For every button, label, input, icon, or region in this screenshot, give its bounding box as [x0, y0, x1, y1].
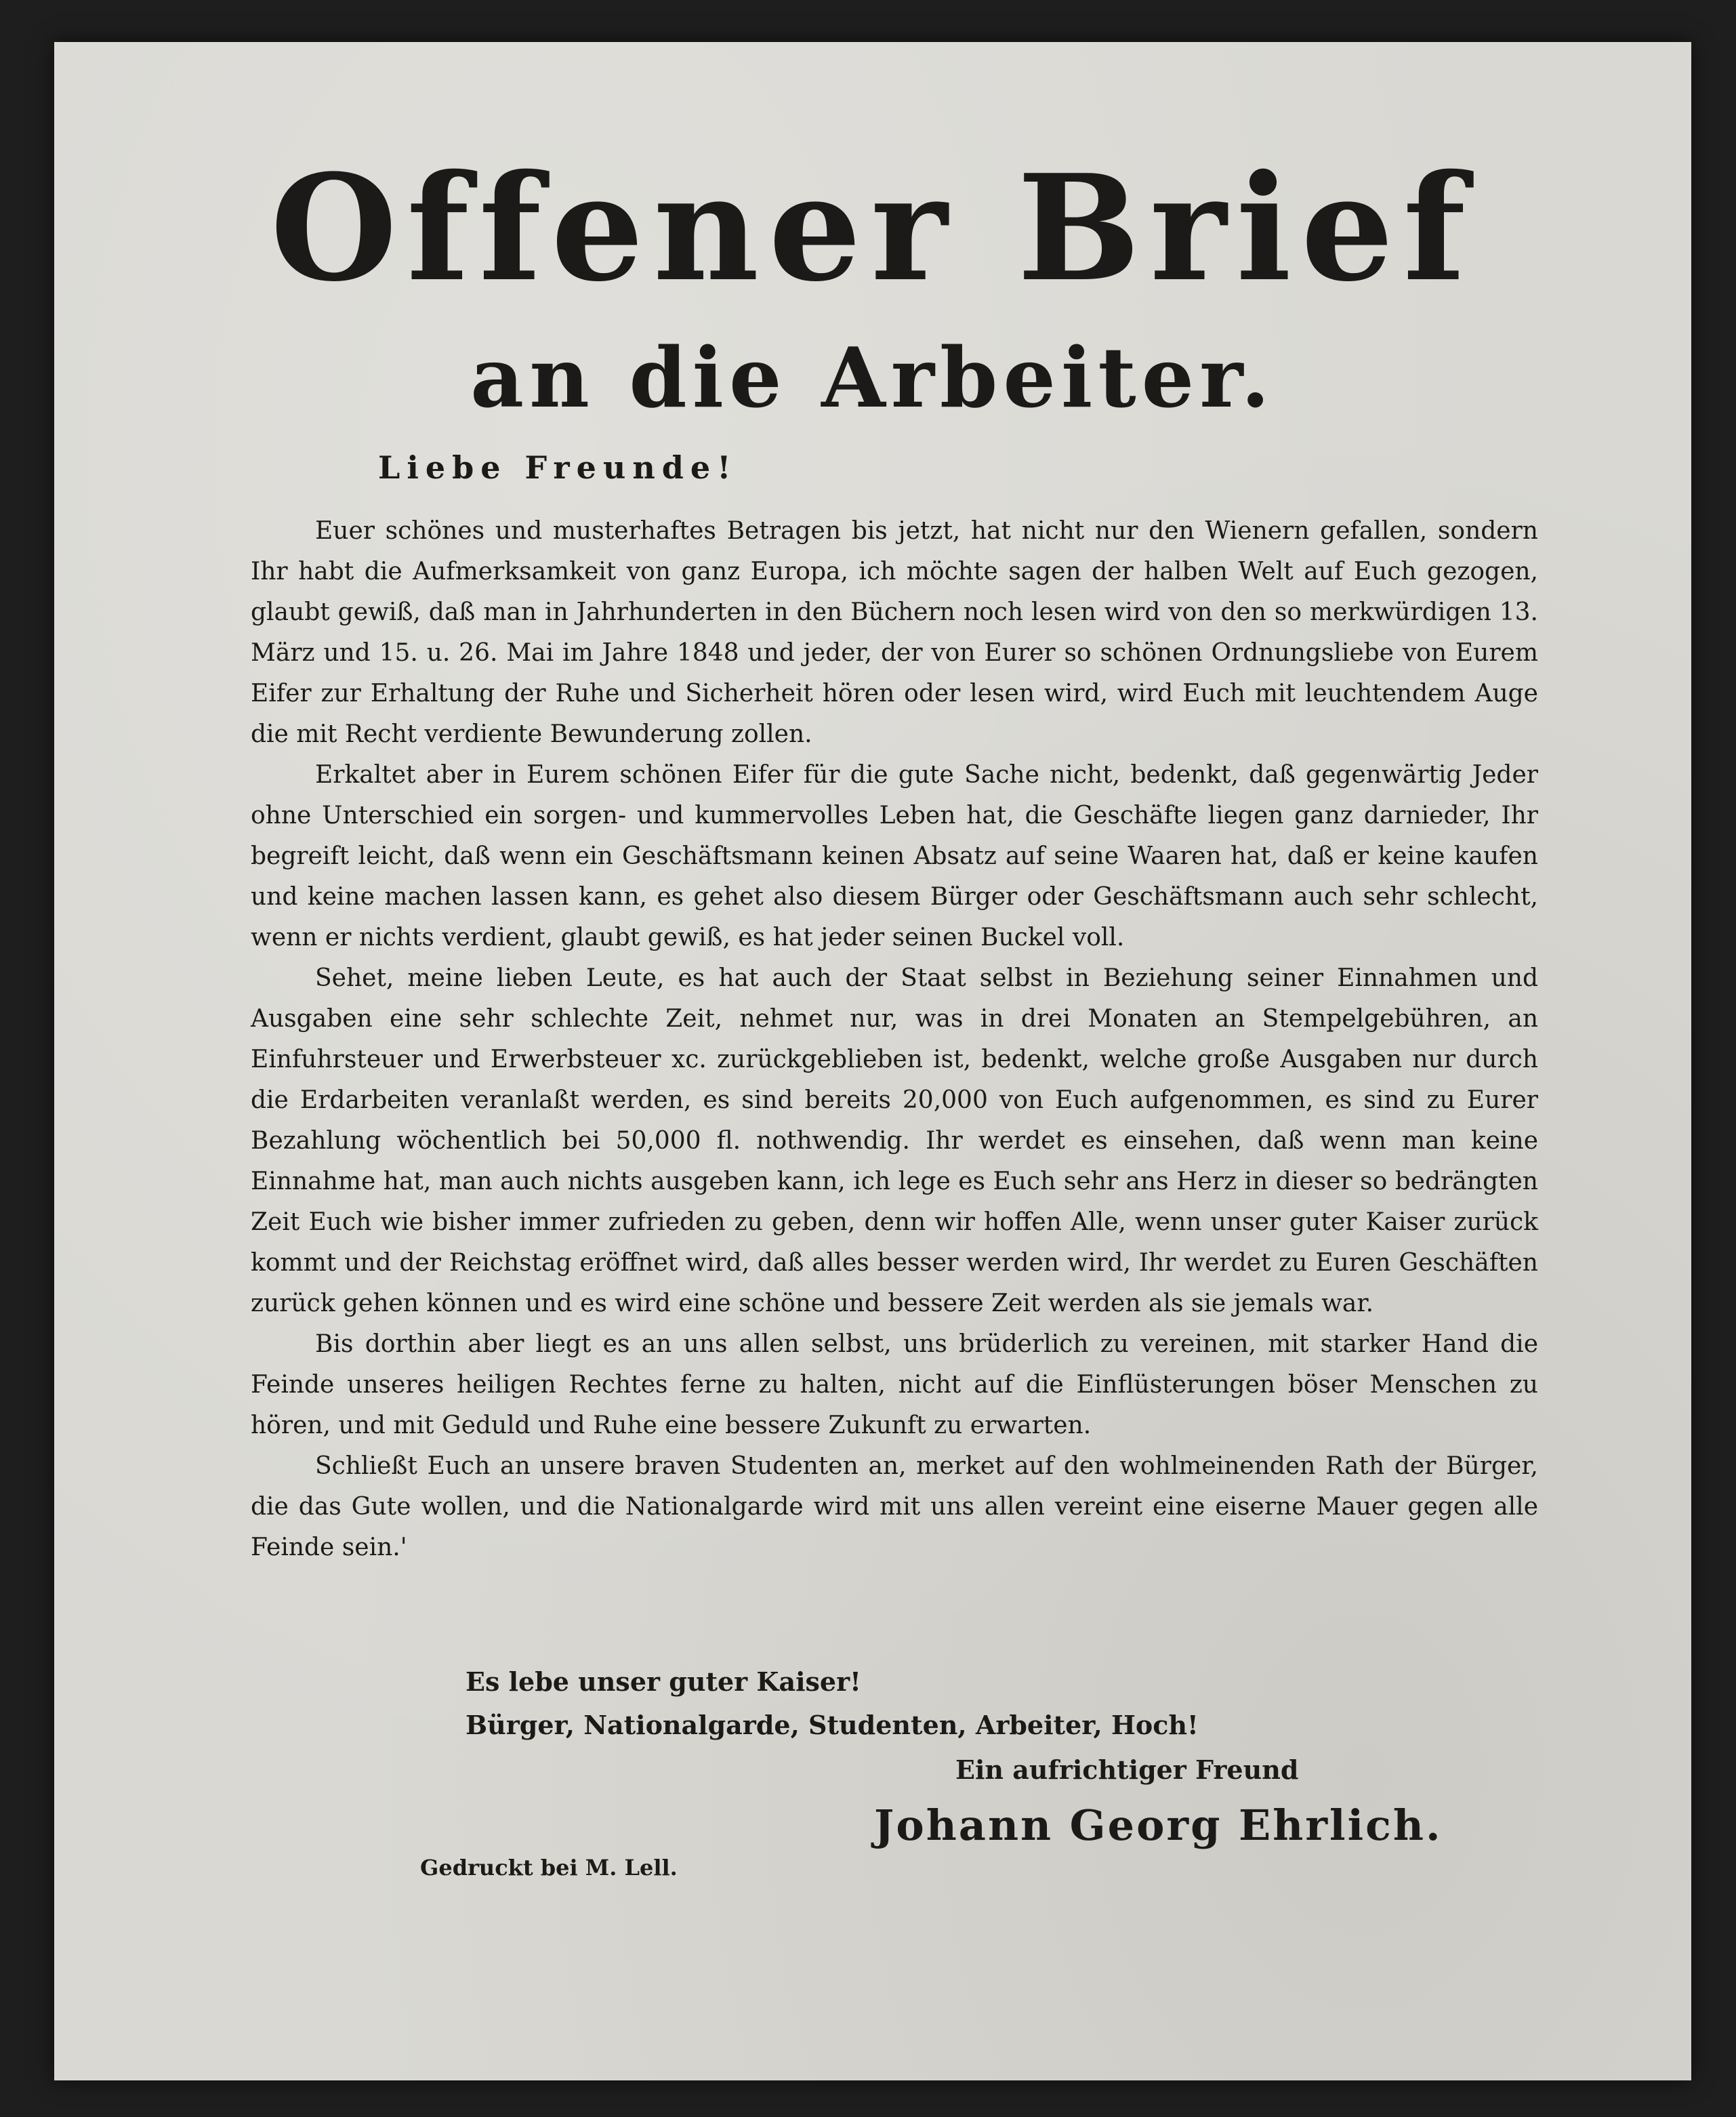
- signature-intro: Ein aufrichtiger Freund: [955, 1754, 1299, 1785]
- closing-line-1: Es lebe unser guter Kaiser!: [466, 1666, 861, 1697]
- paragraph-5: Schließt Euch an unsere braven Studenten an, merket auf den wohlmeinenden Rath der Bürger, die das Gute wollen, und die Nationalgarde wird mit uns allen vereint eine eiserne Mauer gegen alle Feinde sein.': [251, 1452, 1538, 1561]
- closing-line-2: Bürger, Nationalgarde, Studenten, Arbeiter, Hoch!: [466, 1710, 1199, 1740]
- paragraph-2: Erkaltet aber in Eurem schönen Eifer für die gute Sache nicht, bedenkt, daß gegenwärtig Jeder ohne Unterschied ein sorgen- und kummervolles Leben hat, die Geschäfte liegen ganz darnieder, Ihr begreift leicht, daß wenn ein Geschäftsmann keinen Absatz auf seine Waaren hat, daß er keine kaufen und keine machen lassen kann, es gehet also diesem Bürger oder Geschäftsmann auch sehr schlecht, wenn er nichts verdient, glaubt gewiß, es hat jeder seinen Buckel voll.: [251, 761, 1538, 951]
- letter-body: [251, 511, 1538, 1568]
- printer-imprint: Gedruckt bei M. Lell.: [420, 1855, 678, 1880]
- signature-name: Johann Georg Ehrlich.: [874, 1801, 1443, 1850]
- paragraph-1: Euer schönes und musterhaftes Betragen bis jetzt, hat nicht nur den Wienern gefallen, sondern Ihr habt die Aufmerksamkeit von ganz Europa, ich möchte sagen der halben Welt auf Euch gezogen, glaubt gewiß, daß man in Jahrhunderten in den Büchern noch lesen wird von den so merkwürdigen 13. März und 15. u. 26. Mai im Jahre 1848 und jeder, der von Eurer so schönen Ordnungsliebe von Eurem Eifer zur Erhaltung der Ruhe und Sicherheit hören oder lesen wird, wird Euch mit leuchtendem Auge die mit Recht verdiente Bewunderung zollen.: [251, 517, 1538, 748]
- salutation: Liebe Freunde!: [378, 449, 738, 486]
- letter-title: Offener Brief: [270, 142, 1476, 314]
- letter-subtitle: an die Arbeiter.: [470, 329, 1275, 426]
- paragraph-3: Sehet, meine lieben Leute, es hat auch der Staat selbst in Beziehung seiner Einnahmen und Ausgaben eine sehr schlechte Zeit, nehmet nur, was in drei Monaten an Stempelgebühren, an Einfuhrsteuer und Erwerbsteuer xc. zurückgeblieben ist, bedenkt, welche große Ausgaben nur durch die Erdarbeiten veranlaßt werden, es sind bereits 20,000 von Euch aufgenommen, es sind zu Eurer Bezahlung wöchentlich bei 50,000 fl. nothwendig. Ihr werdet es einsehen, daß wenn man keine Einnahme hat, man auch nichts ausgeben kann, ich lege es Euch sehr ans Herz in dieser so bedrängten Zeit Euch wie bisher immer zufrieden zu geben, denn wir hoffen Alle, wenn unser guter Kaiser zurück kommt und der Reichstag eröffnet wird, daß alles besser werden wird, Ihr werdet zu Euren Geschäften zurück gehen können und es wird eine schöne und bessere Zeit werden als sie jemals war.: [251, 964, 1538, 1317]
- closing-cheers: [466, 1660, 1199, 1747]
- paragraph-4: Bis dorthin aber liegt es an uns allen selbst, uns brüderlich zu vereinen, mit starker Hand die Feinde unseres heiligen Rechtes ferne zu halten, nicht auf die Einflüsterungen böser Menschen zu hören, und mit Geduld und Ruhe eine bessere Zukunft zu erwarten.: [251, 1330, 1538, 1439]
- letter-sheet: [54, 42, 1691, 2080]
